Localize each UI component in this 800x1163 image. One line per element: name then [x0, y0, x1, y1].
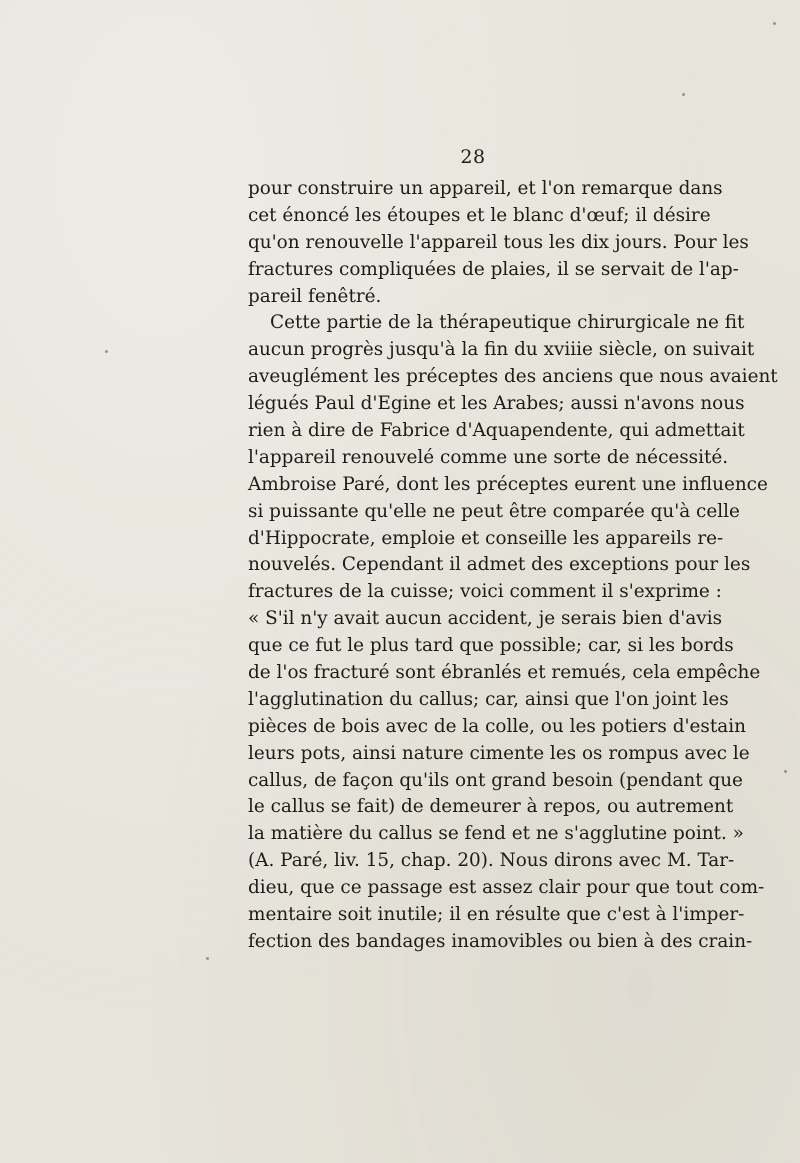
text-line: qu'on renouvelle l'appareil tous les dix jours. Pour les	[248, 231, 749, 253]
paper-speck	[682, 93, 685, 96]
text-line: aveuglément les préceptes des anciens que nous avaient	[248, 366, 778, 388]
text-line: fractures compliquées de plaies, il se servait de l'ap-	[248, 258, 739, 280]
text-line: de l'os fracturé sont ébranlés et remués, cela empêche	[248, 662, 761, 684]
text-line: nouvelés. Cependant il admet des exceptions pour les	[248, 554, 751, 576]
paper-speck	[773, 22, 776, 25]
text-line: légués Paul d'Egine et les Arabes; aussi n'avons nous	[248, 393, 745, 415]
text-line: leurs pots, ainsi nature cimente les os rompus avec le	[248, 742, 750, 764]
text-line: le callus se fait) de demeurer à repos, ou autrement	[248, 796, 734, 818]
text-line: que ce fut le plus tard que possible; car, si les bords	[248, 635, 734, 657]
body-text	[248, 176, 778, 956]
text-line: (A. Paré, liv. 15, chap. 20). Nous dirons avec M. Tar-	[248, 850, 735, 872]
text-line: si puissante qu'elle ne peut être comparée qu'à celle	[248, 500, 740, 522]
paper-speck	[206, 957, 209, 960]
text-line: l'agglutination du callus; car, ainsi que l'on joint les	[248, 688, 729, 710]
text-line: pour construire un appareil, et l'on remarque dans	[248, 178, 723, 199]
text-line: fection des bandages inamovibles ou bien à des crain-	[248, 930, 753, 952]
text-line: la matière du callus se fend et ne s'agglutine point. »	[248, 823, 744, 845]
text-line: fractures de la cuisse; voici comment il s'exprime :	[248, 581, 722, 603]
page-number: 28	[460, 146, 486, 168]
paper-speck	[784, 770, 787, 773]
text-line: d'Hippocrate, emploie et conseille les appareils re-	[248, 527, 724, 549]
text-line: pièces de bois avec de la colle, ou les potiers d'estain	[248, 715, 746, 737]
text-line: pareil fenêtré.	[248, 285, 382, 307]
text-line: Ambroise Paré, dont les préceptes eurent une influence	[248, 473, 768, 495]
text-line: cet énoncé les étoupes et le blanc d'œuf; il désire	[248, 204, 711, 226]
paper-speck	[105, 350, 108, 353]
text-line: Cette partie de la thérapeutique chirurgicale ne fit	[270, 312, 745, 334]
text-line: rien à dire de Fabrice d'Aquapendente, qui admettait	[248, 420, 745, 442]
text-line: aucun progrès jusqu'à la fin du xviiie siècle, on suivait	[248, 339, 755, 361]
text-line: mentaire soit inutile; il en résulte que c'est à l'imper-	[248, 904, 745, 926]
text-line: « S'il n'y avait aucun accident, je serais bien d'avis	[248, 608, 723, 630]
text-line: callus, de façon qu'ils ont grand besoin (pendant que	[248, 769, 743, 791]
text-line: dieu, que ce passage est assez clair pour que tout com-	[248, 877, 765, 899]
text-line: l'appareil renouvelé comme une sorte de nécessité.	[248, 446, 729, 468]
